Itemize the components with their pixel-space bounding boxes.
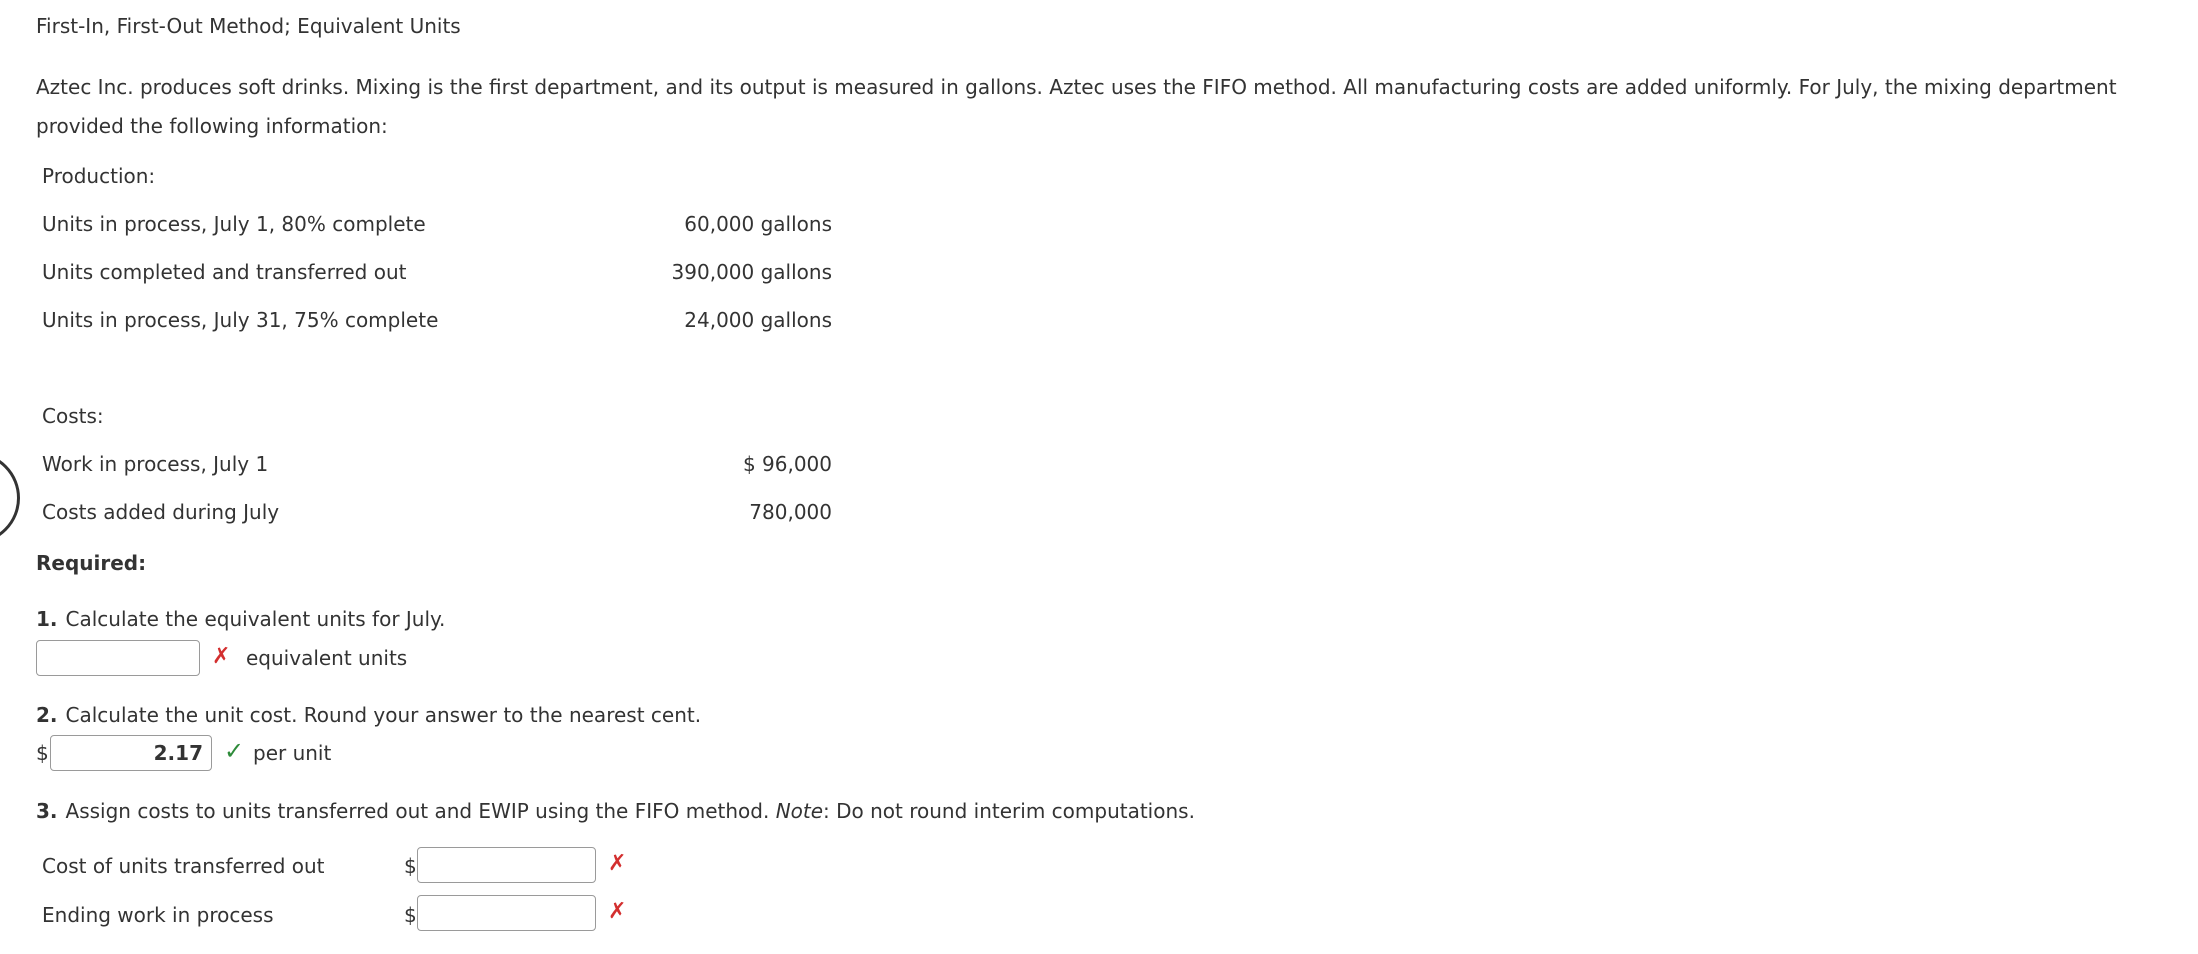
equivalent-units-suffix: equivalent units — [246, 646, 408, 670]
unit-cost-input[interactable] — [50, 735, 212, 771]
question-number: 2. — [36, 703, 58, 727]
production-row-label: Units in process, July 31, 75% complete — [42, 308, 439, 332]
intro-paragraph: Aztec Inc. produces soft drinks. Mixing is the first department, and its output is measured in gallons. Aztec uses the FIFO method. All manufacturing costs are added uniformly. For July, the mixing department provided the following information: — [36, 75, 2117, 138]
required-heading: Required: — [36, 551, 147, 575]
note-label: Note — [775, 799, 824, 823]
equivalent-units-input[interactable] — [36, 640, 200, 676]
cost-transferred-out-input[interactable] — [417, 847, 596, 883]
costs-row-label: Work in process, July 1 — [42, 452, 269, 476]
ending-wip-label: Ending work in process — [42, 903, 274, 927]
currency-symbol: $ — [36, 741, 49, 765]
production-row-value: 60,000 gallons — [684, 212, 832, 236]
page-title: First-In, First-Out Method; Equivalent Units — [36, 14, 461, 38]
question-number: 3. — [36, 799, 58, 823]
costs-row-value: 780,000 — [749, 500, 832, 524]
question-3 — [36, 799, 1195, 823]
production-row-value: 390,000 gallons — [671, 260, 832, 284]
production-row-value: 24,000 gallons — [684, 308, 832, 332]
question-text: Calculate the unit cost. Round your answer to the nearest cent. — [65, 703, 702, 727]
question-text: Calculate the equivalent units for July. — [65, 607, 446, 631]
costs-heading: Costs: — [42, 404, 104, 428]
costs-row-label: Costs added during July — [42, 500, 280, 524]
note-text: : Do not round interim computations. — [823, 799, 1195, 823]
unit-cost-suffix: per unit — [253, 741, 332, 765]
production-row-label: Units completed and transferred out — [42, 260, 407, 284]
question-1 — [36, 607, 445, 631]
incorrect-x-icon: ✗ — [212, 644, 231, 669]
incorrect-x-icon: ✗ — [608, 899, 627, 924]
question-number: 1. — [36, 607, 58, 631]
currency-symbol: $ — [404, 854, 417, 878]
production-heading: Production: — [42, 164, 156, 188]
incorrect-x-icon: ✗ — [608, 851, 627, 876]
correct-check-icon: ✓ — [224, 737, 245, 765]
currency-symbol: $ — [404, 903, 417, 927]
ending-wip-input[interactable] — [417, 895, 596, 931]
cursor-circle-decoration — [0, 452, 20, 544]
cost-transferred-out-label: Cost of units transferred out — [42, 854, 325, 878]
costs-row-value: $ 96,000 — [742, 452, 832, 476]
production-row-label: Units in process, July 1, 80% complete — [42, 212, 426, 236]
question-text: Assign costs to units transferred out and EWIP using the FIFO method. — [65, 799, 770, 823]
question-2 — [36, 703, 701, 727]
